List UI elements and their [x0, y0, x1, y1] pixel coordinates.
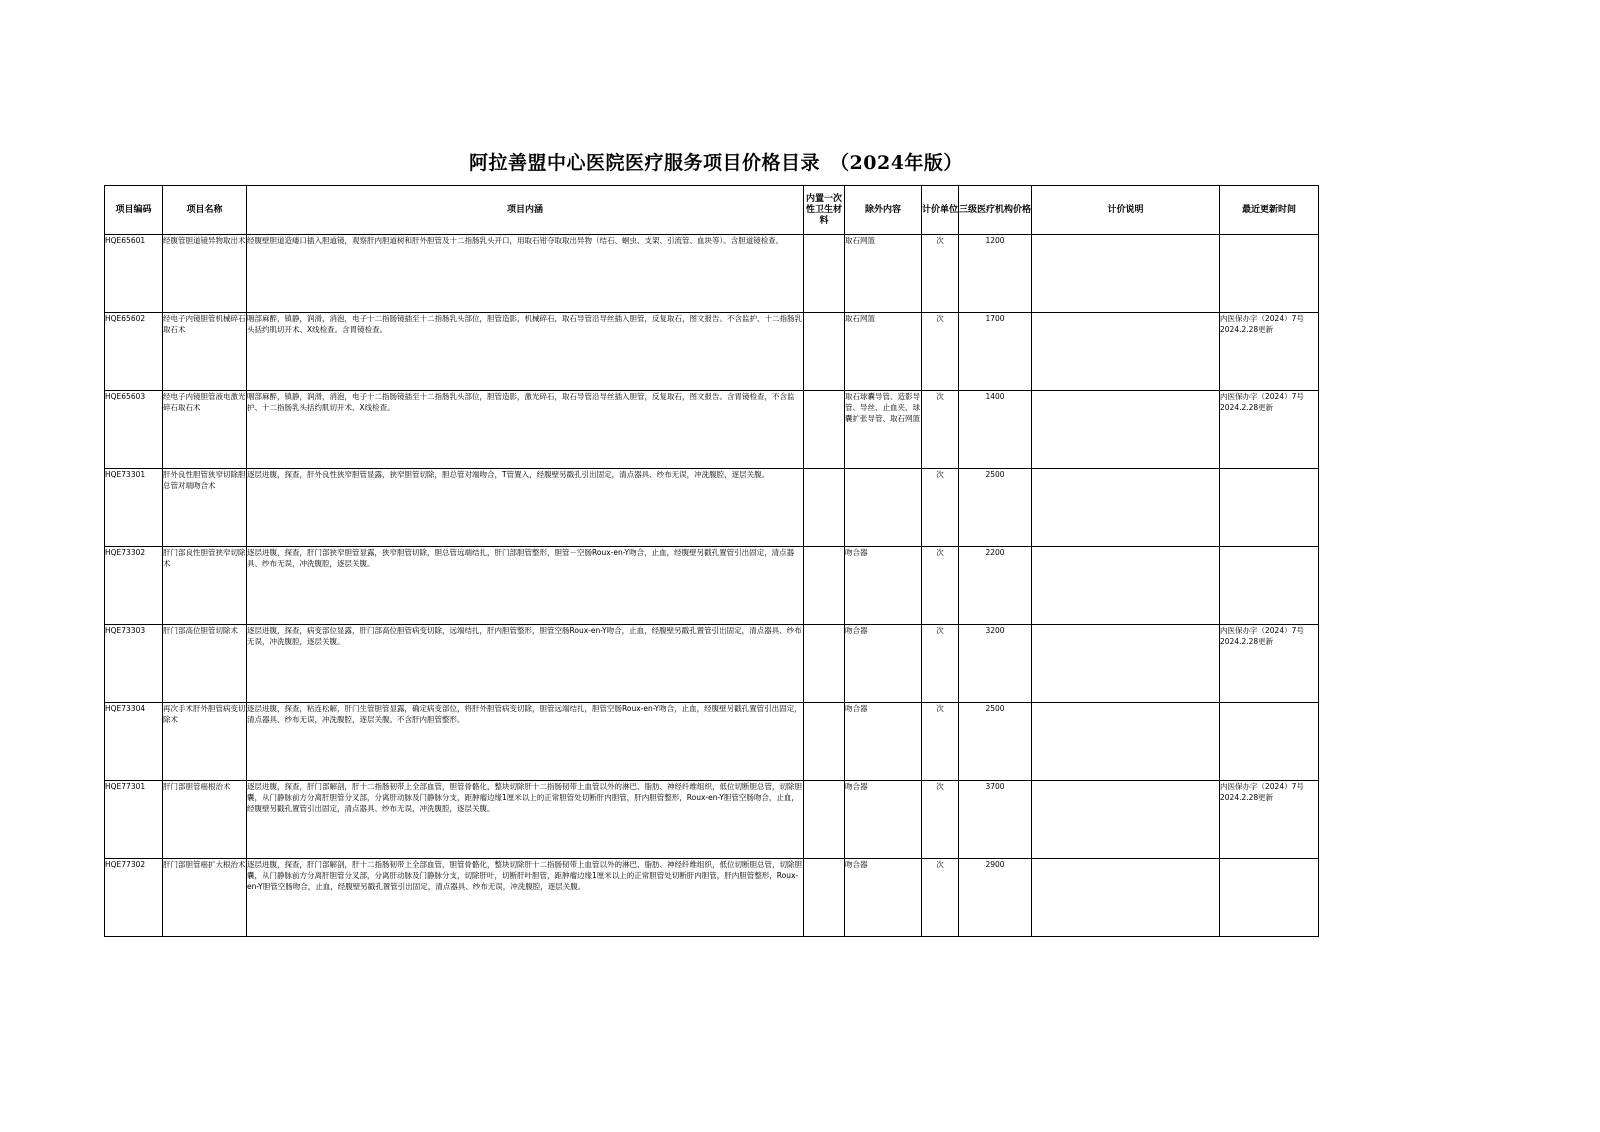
- item-exclusions: 取石球囊导管、造影导管、导丝、止血夹、球囊扩张导管、取石网篮: [845, 391, 922, 469]
- item-code: HQE77301: [105, 781, 163, 859]
- item-name: 肝门部胆管癌扩大根治术: [163, 859, 247, 937]
- item-name: 肝门部胆管癌根治术: [163, 781, 247, 859]
- item-exclusions: 取石网篮: [845, 313, 922, 391]
- item-updated: [1220, 703, 1319, 781]
- header-price: 三级医疗机构价格: [959, 186, 1032, 235]
- item-content: 经腹壁胆道造瘘口插入胆道镜，观察肝内胆道树和肝外胆管及十二指肠乳头开口，用取石钳夺取取出异物（结石、蛔虫、支架、引流管、血块等）。含胆道镜检查。: [247, 235, 804, 313]
- item-updated: 内医保办字（2024）7号 2024.2.28更新: [1220, 313, 1319, 391]
- item-exclusions: 吻合器: [845, 547, 922, 625]
- item-unit: 次: [922, 781, 959, 859]
- header-row: [105, 186, 1319, 235]
- header-exclusions: 除外内容: [845, 186, 922, 235]
- item-exclusions: [845, 469, 922, 547]
- item-content: 咽部麻醉，镇静，润滑，消泡，电子十二指肠镜插至十二指肠乳头部位，胆管造影，机械碎石，取石导管沿导丝插入胆管，反复取石，图文报告。不含监护、十二指肠乳头括约肌切开术、X线检查。含胃镜检查。: [247, 313, 804, 391]
- table-row: [105, 703, 1319, 781]
- item-disposable: [804, 235, 845, 313]
- item-price: 1700: [959, 313, 1032, 391]
- item-updated: 内医保办字（2024）7号 2024.2.28更新: [1220, 391, 1319, 469]
- item-updated: 内医保办字（2024）7号 2024.2.28更新: [1220, 625, 1319, 703]
- item-note: [1032, 313, 1220, 391]
- item-disposable: [804, 391, 845, 469]
- item-code: HQE77302: [105, 859, 163, 937]
- item-price: 3700: [959, 781, 1032, 859]
- item-exclusions: 吻合器: [845, 703, 922, 781]
- item-disposable: [804, 781, 845, 859]
- header-content: 项目内涵: [247, 186, 804, 235]
- item-name: 肝门部高位胆管切除术: [163, 625, 247, 703]
- item-name: 经电子内镜胆管液电激光碎石取石术: [163, 391, 247, 469]
- table-body: [105, 235, 1319, 937]
- item-name: 肝外良性胆管狭窄切除胆总管对端吻合术: [163, 469, 247, 547]
- item-content: 逐层进腹，探查，肝外良性狭窄胆管显露，狭窄胆管切除，胆总管对端吻合，T管置入，经腹壁另戳孔引出固定，清点器具、纱布无误，冲洗腹腔，逐层关腹。: [247, 469, 804, 547]
- item-note: [1032, 547, 1220, 625]
- page-title: 阿拉善盟中心医院医疗服务项目价格目录 （2024年版）: [469, 152, 963, 174]
- item-updated: [1220, 859, 1319, 937]
- item-note: [1032, 781, 1220, 859]
- item-exclusions: 吻合器: [845, 859, 922, 937]
- header-code: 项目编码: [105, 186, 163, 235]
- item-unit: 次: [922, 703, 959, 781]
- item-code: HQE73304: [105, 703, 163, 781]
- item-unit: 次: [922, 313, 959, 391]
- item-code: HQE73301: [105, 469, 163, 547]
- item-content: 咽部麻醉，镇静，润滑，消泡，电子十二指肠镜插至十二指肠乳头部位，胆管造影，激光碎石，取石导管沿导丝插入胆管，反复取石，图文报告。含胃镜检查，不含监护、十二指肠乳头括约肌切开术、X线检查。: [247, 391, 804, 469]
- table-row: [105, 859, 1319, 937]
- table-row: [105, 391, 1319, 469]
- table-row: [105, 625, 1319, 703]
- header-updated: 最近更新时间: [1220, 186, 1319, 235]
- item-note: [1032, 703, 1220, 781]
- table-row: [105, 547, 1319, 625]
- item-name: 再次手术肝外胆管病变切除术: [163, 703, 247, 781]
- table-row: [105, 235, 1319, 313]
- item-note: [1032, 235, 1220, 313]
- item-price: 3200: [959, 625, 1032, 703]
- item-content: 逐层进腹，探查，肝门部解剖，肝十二指肠韧带上全部血管，胆管骨骼化，整块切除肝十二指肠韧带上血管以外的淋巴、脂肪、神经纤维组织，低位切断胆总管，切除胆囊，从门静脉前方分离肝胆管分叉部，分离肝动脉及门静脉分支，距肿瘤边缘1厘米以上的正常胆管处切断肝内胆管，肝内胆管整形，Roux-en-Y胆管空肠吻合，止血，经腹壁另戳孔置管引出固定，清点器具、纱布无误，冲洗腹腔，逐层关腹。: [247, 781, 804, 859]
- item-price: 1400: [959, 391, 1032, 469]
- item-price: 2500: [959, 703, 1032, 781]
- item-price: 2200: [959, 547, 1032, 625]
- item-unit: 次: [922, 391, 959, 469]
- item-content: 逐层进腹，探查，肝门部狭窄胆管显露，狭窄胆管切除，胆总管远端结扎，肝门部胆管整形，胆管－空肠Roux-en-Y吻合，止血，经腹壁另戳孔置管引出固定，清点器具、纱布无误，冲洗腹腔，逐层关腹。: [247, 547, 804, 625]
- item-updated: 内医保办字（2024）7号 2024.2.28更新: [1220, 781, 1319, 859]
- item-code: HQE73303: [105, 625, 163, 703]
- item-unit: 次: [922, 235, 959, 313]
- item-name: 肝门部良性胆管狭窄切除术: [163, 547, 247, 625]
- item-unit: 次: [922, 625, 959, 703]
- item-name: 经腹管胆道镜异物取出术: [163, 235, 247, 313]
- header-unit: 计价单位: [922, 186, 959, 235]
- item-updated: [1220, 547, 1319, 625]
- item-disposable: [804, 313, 845, 391]
- item-exclusions: 吻合器: [845, 625, 922, 703]
- item-note: [1032, 391, 1220, 469]
- item-exclusions: 吻合器: [845, 781, 922, 859]
- item-price: 2500: [959, 469, 1032, 547]
- item-price: 1200: [959, 235, 1032, 313]
- item-note: [1032, 625, 1220, 703]
- item-unit: 次: [922, 469, 959, 547]
- header-name: 项目名称: [163, 186, 247, 235]
- item-updated: [1220, 235, 1319, 313]
- header-disposable: 内置一次性卫生材料: [804, 186, 845, 235]
- price-table: [104, 185, 1319, 937]
- item-unit: 次: [922, 859, 959, 937]
- item-code: HQE65601: [105, 235, 163, 313]
- item-code: HQE65603: [105, 391, 163, 469]
- item-disposable: [804, 469, 845, 547]
- item-content: 逐层进腹，探查，病变部位显露，肝门部高位胆管病变切除，远端结扎，肝内胆管整形，胆管空肠Roux-en-Y吻合，止血，经腹壁另戳孔置管引出固定，清点器具、纱布无误，冲洗腹腔，逐层关腹。: [247, 625, 804, 703]
- table-row: [105, 469, 1319, 547]
- item-content: 逐层进腹，探查，肝门部解剖，肝十二指肠韧带上全部血管，胆管骨骼化，整块切除肝十二指肠韧带上血管以外的淋巴、脂肪、神经纤维组织，低位切断胆总管，切除胆囊，从门静脉前方分离肝胆管分叉部，分离肝动脉及门静脉分支，切除肝叶，切断肝叶胆管，距肿瘤边缘1厘米以上的正常胆管处切断肝内胆管，肝内胆管整形，Roux-en-Y胆管空肠吻合，止血，经腹壁另戳孔置管引出固定，清点器具、纱布无误，冲洗腹腔，逐层关腹。: [247, 859, 804, 937]
- item-price: 2900: [959, 859, 1032, 937]
- table-row: [105, 781, 1319, 859]
- item-note: [1032, 469, 1220, 547]
- item-unit: 次: [922, 547, 959, 625]
- table-header: [105, 186, 1319, 235]
- item-content: 逐层进腹，探查，粘连松解，肝门生管胆管显露，确定病变部位，将肝外胆管病变切除，胆管远端结扎，胆管空肠Roux-en-Y吻合，止血，经腹壁另戳孔置管引出固定，清点器具、纱布无误，冲洗腹腔，逐层关腹。不含肝内胆管整形。: [247, 703, 804, 781]
- item-note: [1032, 859, 1220, 937]
- item-name: 经电子内镜胆管机械碎石取石术: [163, 313, 247, 391]
- item-disposable: [804, 703, 845, 781]
- item-disposable: [804, 625, 845, 703]
- item-exclusions: 取石网篮: [845, 235, 922, 313]
- table-row: [105, 313, 1319, 391]
- item-disposable: [804, 859, 845, 937]
- item-updated: [1220, 469, 1319, 547]
- header-note: 计价说明: [1032, 186, 1220, 235]
- item-code: HQE65602: [105, 313, 163, 391]
- item-disposable: [804, 547, 845, 625]
- item-code: HQE73302: [105, 547, 163, 625]
